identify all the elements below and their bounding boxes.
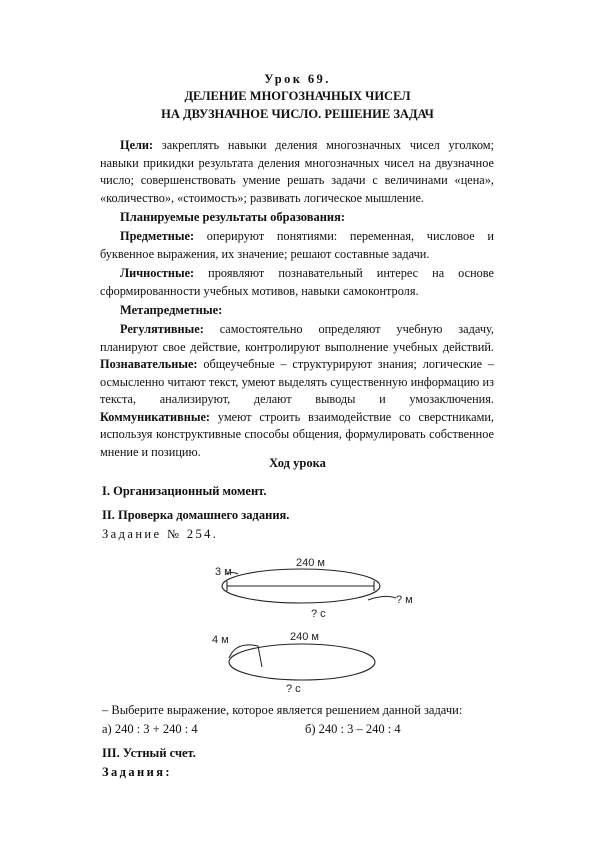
goals-label: Цели: <box>120 138 154 152</box>
communicative-text: умеют строить взаимодействие со сверстниками, используя конструктивные способы общения, формулировать собственное мнение и позицию. <box>100 409 495 459</box>
bottom-unknown-label: ? с <box>286 683 301 695</box>
bottom-track-ellipse <box>229 644 375 680</box>
top-right-speed-label: ? м <box>396 594 413 606</box>
cognitive-text: общеучебные – структурируют знания; логические – осмысленно читают текст, умеют выделять существенную информацию из текста, анализируют, делают выводы и умозаключения. <box>100 357 494 406</box>
option-b: б) 240 : 3 – 240 : 4 <box>305 722 401 736</box>
task-number: Задание № 254. <box>102 527 219 541</box>
regulatory-text: самостоятельно определяют учебную задачу, планируют свое действие, контролируют выполнение учебных действий. <box>100 322 495 354</box>
top-left-speed-label: 3 м <box>215 566 232 578</box>
title-line-1: ДЕЛЕНИЕ МНОГОЗНАЧНЫХ ЧИСЕЛ <box>184 89 411 103</box>
cognitive-label: Познавательные: <box>100 357 198 371</box>
top-right-arc <box>368 596 396 600</box>
section-organizational: I. Организационный момент. <box>102 484 267 498</box>
meta-heading: Метапредметные: <box>120 303 223 317</box>
section-oral-counting: III. Устный счет. <box>102 746 196 760</box>
top-distance-label: 240 м <box>296 557 325 569</box>
section-homework-check: II. Проверка домашнего задания. <box>102 508 290 522</box>
planned-results-heading: Планируемые результаты образования: <box>120 210 346 224</box>
goals-text: закреплять навыки деления многозначных чисел уголком; навыки прикидки результата деления многозначных чисел на двузначное число; совершенствовать умение решать задачи с величинами «цена», «количество», «стоимость»; развивать логическое мышление. <box>100 138 495 205</box>
personal-text: проявляют познавательный интерес на основе сформированности учебных мотивов, навыки самоконтроля. <box>100 266 494 298</box>
bottom-distance-label: 240 м <box>290 631 319 643</box>
subject-text: оперируют понятиями: переменная, числовое и буквенное выражения, их значение; решают составные задачи. <box>100 229 494 261</box>
tasks-heading: Задания: <box>102 765 172 779</box>
bottom-left-pointer <box>258 646 262 667</box>
title-line-2: НА ДВУЗНАЧНОЕ ЧИСЛО. РЕШЕНИЕ ЗАДАЧ <box>161 107 434 121</box>
communicative-label: Коммуникативные: <box>100 409 211 424</box>
lesson-number: Урок 69. <box>264 72 331 86</box>
personal-label: Личностные: <box>120 266 195 280</box>
lesson-course-heading: Ход урока <box>269 456 326 470</box>
top-unknown-label: ? с <box>311 608 326 620</box>
option-a: а) 240 : 3 + 240 : 4 <box>102 722 198 736</box>
question-prompt: – Выберите выражение, которое является решением данной задачи: <box>102 703 463 717</box>
bottom-left-speed-label: 4 м <box>212 634 229 646</box>
subject-label: Предметные: <box>120 229 195 243</box>
regulatory-label: Регулятивные: <box>120 322 204 336</box>
